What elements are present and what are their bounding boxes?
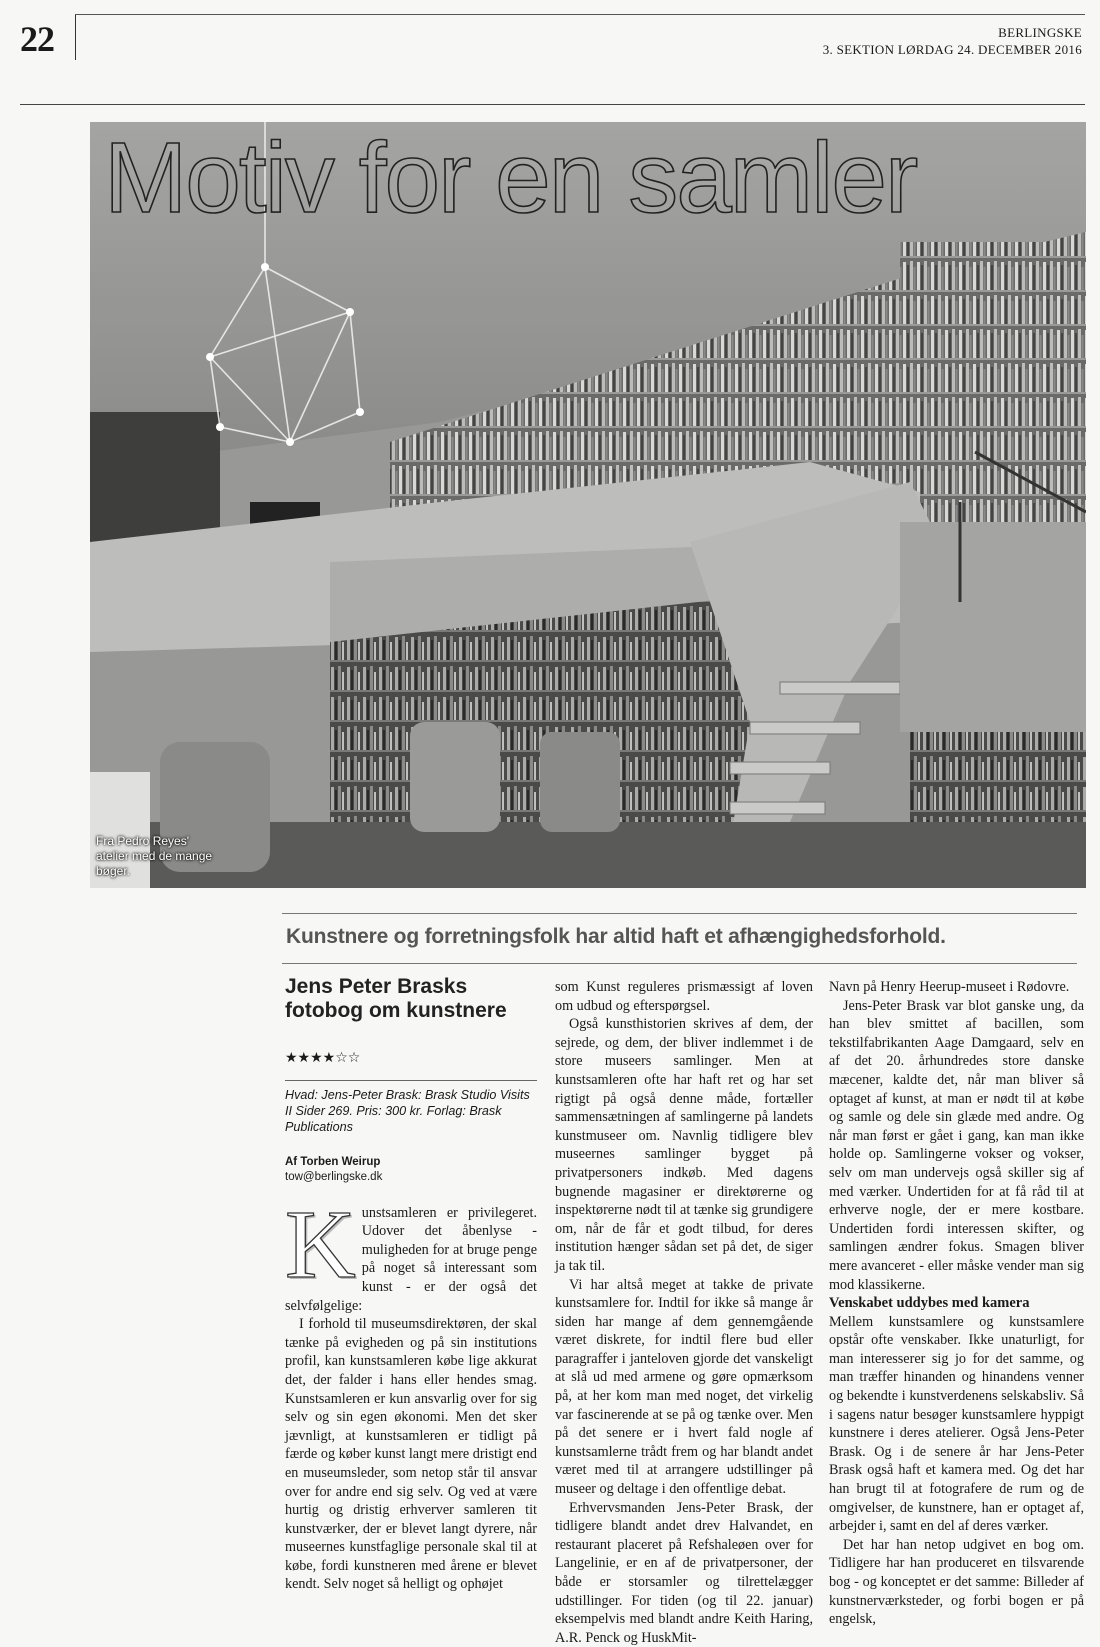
byline-email[interactable]: tow@berlingske.dk <box>285 1170 383 1183</box>
paragraph: Erhvervsmanden Jens-Peter Brask, der tidligere blandt andet drev Halvandet, en restaurant placeret på Refshaleøen over for Langelinie, er en af de privatpersoner, der både er storsamler og tilrettelægger udstillinger. For tiden (og til 22. januar) eksempelvis med blandt andre Keith Haring, A.R. Penck og HuskMit- <box>555 1499 813 1646</box>
subheading: Venskabet uddybes med kamera <box>829 1295 1030 1312</box>
paragraph: Mellem kunstsamlere og kunstsamlere opstår ofte venskaber. Ikke unaturligt, for man interesserer sig jo for det samme, og man træffer hinanden og hinandens venner og bekendte i kunstverdenens selskabsliv. Så i sagens natur besøger kunstsamlere hyppigt kunstnere i deres atelierer. Også Jens-Peter Brask. Og i de senere år har Jens-Peter Brask også haft et kamera med. Og det har han brugt til at fotografere de rum og de omgivelser, de kunstnere, han er optaget af, arbejder i, samt en del af deres værker. <box>829 1313 1084 1535</box>
lead-paragraph <box>285 1190 537 1316</box>
review-info: Hvad: Jens-Peter Brask: Brask Studio Visits II Sider 269. Pris: 300 kr. Forlag: Brask Publications <box>285 1087 530 1134</box>
column-2 <box>555 978 813 1647</box>
page-number: 22 <box>20 19 54 59</box>
page-number-divider <box>75 14 76 60</box>
deck-rule-bottom <box>282 963 1077 964</box>
deck: Kunstnere og forretningsfolk har altid haft et afhængighedsforhold. <box>286 925 946 948</box>
paragraph: Det har han netop udgivet en bog om. Tidligere har han produceret en tilsvarende bog - og konceptet er det samme: Billeder af kunstnerværksteder, og forbi bogen er på engelsk, <box>829 1536 1084 1628</box>
paragraph: Også kunsthistorien skrives af dem, der sejrede, og dem, der bliver indlemmet i de store museers samlinger. Men at kunstsamleren ofte har haft ret og har set rigtigt på også denne måde, fortæller sammensætningen af samlingerne på landets kunstmuseer om. Navnlig tidligere blev museernes samlinger bygget på privatpersoners indkøb. Med dagens bugnende magasiner er direktørerne og inspektørerne nødt til at tænke sig grundigere om, når de får et godt tilbud, for deres institution hænger sådan set på det, de siger ja tak til. <box>555 1016 813 1274</box>
masthead <box>823 24 1082 58</box>
section-date: 3. SEKTION LØRDAG 24. DECEMBER 2016 <box>822 42 1082 57</box>
top-rule <box>75 14 1085 15</box>
headline: Motiv for en samler <box>104 122 917 234</box>
paper-name: BERLINGSKE <box>998 25 1082 40</box>
byline-author: Af Torben Weirup <box>285 1155 381 1168</box>
column-3 <box>829 978 1084 1629</box>
column-1 <box>285 975 537 1594</box>
review-title: Jens Peter Brasks fotobog om kunstnere <box>285 975 507 1022</box>
drop-cap: K <box>285 1190 356 1299</box>
paragraph: Vi har altså meget at takke de private kunstsamlere for. Indtil for ikke så mange år siden har mange af dem gennemgående været diskrete, for indtil flere bud eller paragraffer i janteloven gjorde det vanskeligt at slå ud med armene og gøre opmærksom på, at her kom man med noget, det virkelig var fascinerende at se på og tænke over. Men på det senere er i hvert fald nogle af kunstsamlerne trådt frem og har blandt andet været med til at arrangere udstillinger på museer og deltage i den offentlige debat. <box>555 1276 813 1498</box>
paragraph: Jens-Peter Brask var blot ganske ung, da han blev smittet af bacillen, som tekstilfabrikanten Aage Damgaard, selv en af det 20. århundredes store danske mæcener, kaldte det, når man bliver så optaget af kunst, at man er nødt til at købe og samle og dele sin glæde med andre. Og når man først er gået i gang, kan man ikke holde op. Samlingerne vokser og vokser, selv om man undervejs også skiller sig af med værker. Undertiden for at få råd til at erhverve nogle, der er mere kostbare. Undertiden fordi interessen skifter, og samlingen ændrer fokus. Smagen bliver mere avanceret - eller måske vender man sig mod klassikerne. <box>829 997 1084 1293</box>
deck-rule-top <box>282 913 1077 914</box>
paragraph: I forhold til museumsdirektøren, der skal tænke på evigheden og på sin institutions profil, kan kunstsamleren købe lige akkurat det, der falder i hans eller hendes smag. Kunstsamleren er kun ansvarlig over for sig selv og sin egen økonomi. Men det sker jævnligt, at kunstsamleren er tidligt på færde og køber kunst langt mere dristigt end en museumsleder, som netop står til ansvar over for andre end sig selv. Og ved at være hurtig og dristig erhverver samleren tit kunstværker, der er blevet langt dyrere, når museernes kunstfaglige personale skal til at købe, fordi kunstneren med årene er blevet kendt. Selv noget så helligt og ophøjet <box>285 1316 537 1593</box>
lead-text: unstsamleren er privilegeret. Udover det åbenlyse - muligheden for at bruge penge på noget så interessant som kunst - er der også det selvfølgelige: <box>285 1204 537 1314</box>
rating-stars: ★★★★☆☆ <box>285 1050 361 1066</box>
photo-caption: Fra Pedro Reyes' atelier med de mange bøger. <box>96 834 213 878</box>
paragraph: som Kunst reguleres prismæssigt af loven om udbud og efterspørgsel. <box>555 979 813 1014</box>
review-rule <box>285 1080 537 1081</box>
paragraph: Navn på Henry Heerup-museet i Rødovre. <box>829 979 1070 995</box>
header-rule <box>20 104 1085 105</box>
